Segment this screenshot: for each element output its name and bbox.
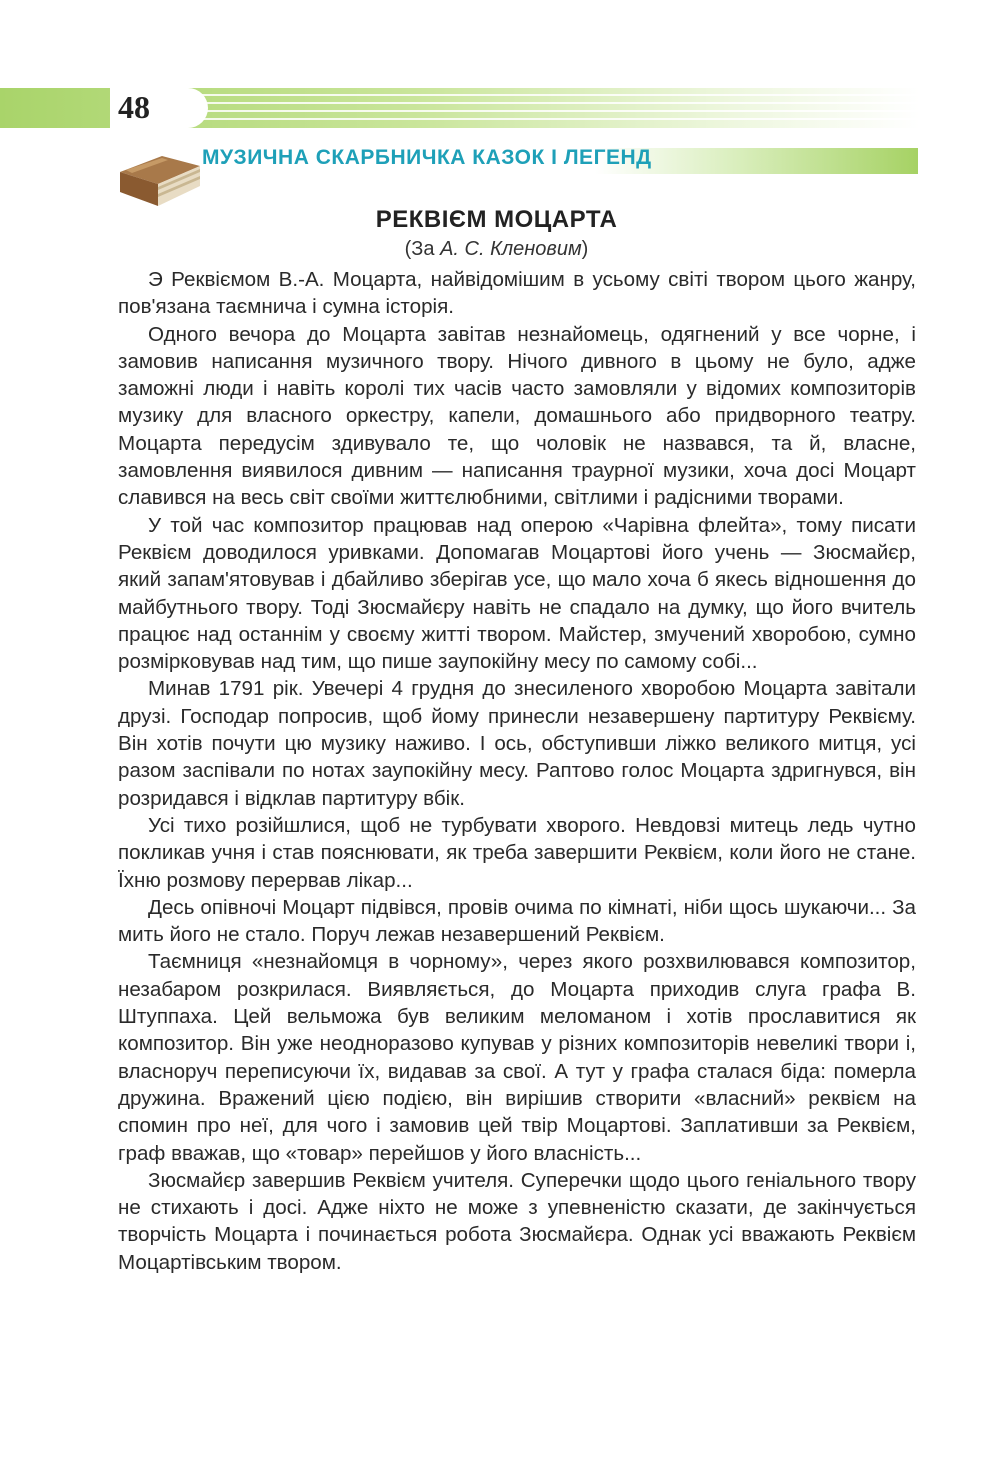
paragraph: Десь опівночі Моцарт підвівся, провів очима по кімнаті, ніби щось шукаючи... За мить його не стало. Поруч лежав незавершений Реквієм. — [118, 895, 916, 947]
story-author — [0, 238, 993, 261]
author-suffix: ) — [581, 238, 589, 260]
author-prefix: (За — [404, 238, 441, 260]
page-number: 48 — [118, 89, 150, 125]
stripe-line — [200, 118, 920, 120]
paragraph: Э Реквіємом В.-А. Моцарта, найвідомішим в усьому світі твором цього жанру, пов'язана таємнича і сумна історія. — [118, 268, 916, 319]
paragraph: Минав 1791 рік. Увечері 4 грудня до знесиленого хворобою Моцарта завітали друзі. Господар попросив, щоб йому принесли незавершену партитуру Реквієму. Він хотів почути цю музику наживо. І ось, обступивши ліжко великого митця, усі разом заспівали по нотах заупокійну месу. Раптово голос Моцарта здригнувся, він розридався і відклав партитуру вбік. — [118, 677, 916, 810]
story-body — [118, 266, 916, 1276]
paragraph: У той час композитор працював над оперою «Чарівна флейта», тому писати Реквієм доводилося уривками. Допомагав Моцартові його учень — Зюсмайєр, який запам'ятовував і дбайливо зберігав усе, що мало хоча б якесь відношення до майбутнього твору. Тоді Зюсмайєру навіть не спадало на думку, що його вчитель працює над останнім у своєму житті твором. Майстер, змучений хворобою, сумно розмірковував над тим, що пише заупокійну месу по самому собі... — [118, 513, 916, 674]
stripe-line — [200, 110, 920, 112]
paragraph: Усі тихо розійшлися, щоб не турбувати хворого. Невдовзі митець ледь чутно покликав учня і став пояснювати, як треба завершити Реквієм, коли його не стане. Їхню розмову перервав лікар... — [118, 813, 916, 892]
book-icon — [116, 150, 202, 210]
section-title: МУЗИЧНА СКАРБНИЧКА КАЗОК І ЛЕГЕНД — [202, 146, 652, 169]
story-title: РЕКВІЄМ МОЦАРТА — [375, 206, 618, 233]
paragraph: Таємниця «незнайомця в чорному», через якого розхвилювався композитор, незабаром розкрилася. Виявляється, до Моцарта приходив слуга графа В. Штуппаха. Цей вельможа був великим меломаном і хотів прославитися як композитор. Він уже неодноразово купував у різних композиторів невеликі твори і, власноруч переписуючи їх, видавав за свої. А тут у графа сталася біда: померла дружина. Вражений цією подією, він вирішив створити «власний» реквієм на спомин про неї, для чого і замовив цей твір Моцартові. Заплативши за Реквієм, граф вважав, що «товар» перейшов у його власність... — [118, 950, 916, 1165]
stripe-line — [200, 102, 920, 104]
stripe-line — [200, 94, 920, 96]
author-name: А. С. Кленовим — [440, 238, 582, 260]
paragraph: Зюсмайєр завершив Реквієм учителя. Суперечки щодо цього геніального твору не стихають і досі. Адже ніхто не може з упевненістю сказати, де закінчується творчість Моцарта і починається робота Зюсмайєра. Однак усі вважають Реквієм Моцартівським твором. — [118, 1168, 916, 1274]
paragraph: Одного вечора до Моцарта завітав незнайомець, одягнений у все чорне, і замовив написання музичного твору. Нічого дивного в цьому не було, адже заможні люди і навіть королі тих часів часто замовляли у відомих композиторів музику для власного оркестру, капели, домашнього або придворного театру. Моцарта передусім здивувало те, що чоловік не назвався, та й, власне, замовлення виявилося дивним — написання траурної музики, хоча досі Моцарт славився на весь світ своїми життєлюбними, світлими і радісними творами. — [118, 322, 916, 510]
